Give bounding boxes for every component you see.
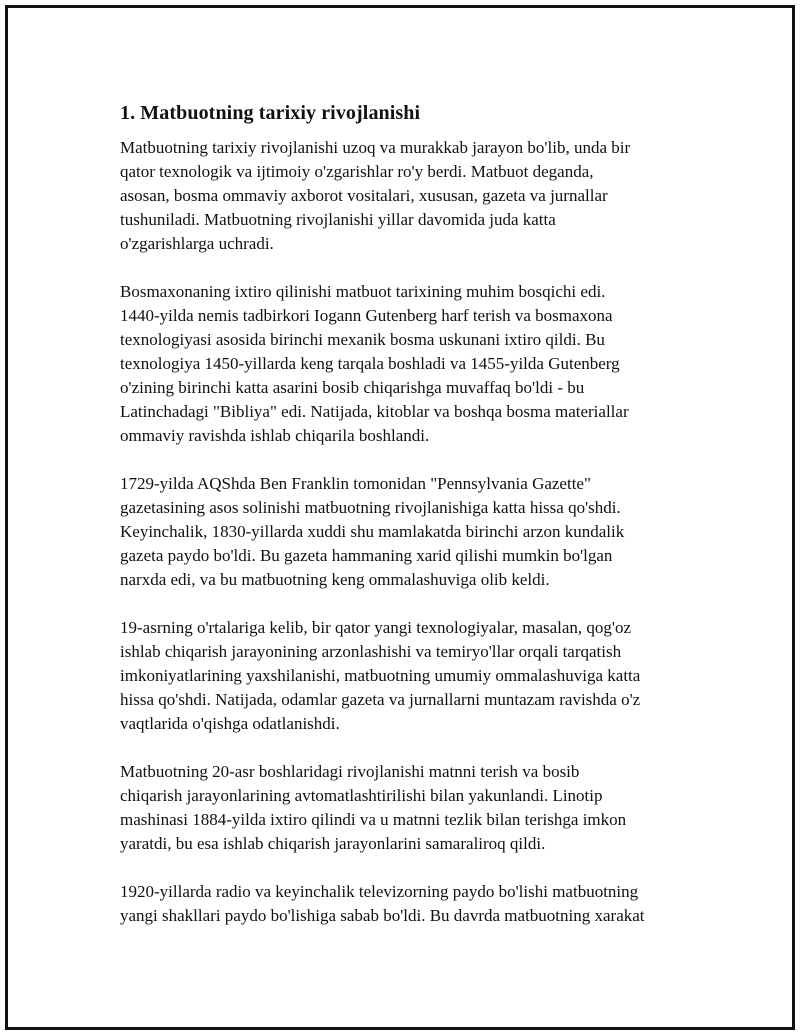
text-line: narxda edi, va bu matbuotning keng ommalashuviga olib keldi. bbox=[120, 570, 550, 589]
text-line: 1440-yilda nemis tadbirkori Iogann Gutenberg harf terish va bosmaxona bbox=[120, 306, 613, 325]
text-line: imkoniyatlarining yaxshilanishi, matbuotning umumiy ommalashuviga katta bbox=[120, 666, 641, 685]
text-line: asosan, bosma ommaviy axborot vositalari, xususan, gazeta va jurnallar bbox=[120, 186, 608, 205]
text-line: o'zgarishlarga uchradi. bbox=[120, 234, 274, 253]
document-body bbox=[120, 100, 700, 952]
text-line: 1920-yillarda radio va keyinchalik televizorning paydo bo'lishi matbuotning bbox=[120, 882, 639, 901]
page-frame bbox=[5, 5, 795, 1030]
text-line: Latinchadagi "Bibliya" edi. Natijada, kitoblar va boshqa bosma materiallar bbox=[120, 402, 629, 421]
text-line: texnologiyasi asosida birinchi mexanik bosma uskunani ixtiro qildi. Bu bbox=[120, 330, 605, 349]
text-line: ishlab chiqarish jarayonining arzonlashishi va temiryo'llar orqali tarqatish bbox=[120, 642, 622, 661]
text-line: ommaviy ravishda ishlab chiqarila boshlandi. bbox=[120, 426, 430, 445]
text-line: 19-asrning o'rtalariga kelib, bir qator yangi texnologiyalar, masalan, qog'oz bbox=[120, 618, 632, 637]
paragraph-6 bbox=[120, 880, 700, 928]
text-line: tushuniladi. Matbuotning rivojlanishi yillar davomida juda katta bbox=[120, 210, 556, 229]
text-line: o'zining birinchi katta asarini bosib chiqarishga muvaffaq bo'ldi - bu bbox=[120, 378, 585, 397]
text-line: chiqarish jarayonlarining avtomatlashtirilishi bilan yakunlandi. Linotip bbox=[120, 786, 603, 805]
text-line: gazetasining asos solinishi matbuotning rivojlanishiga katta hissa qo'shdi. bbox=[120, 498, 621, 517]
paragraph-1 bbox=[120, 136, 700, 256]
text-line: qator texnologik va ijtimoiy o'zgarishlar ro'y berdi. Matbuot deganda, bbox=[120, 162, 594, 181]
paragraph-5 bbox=[120, 760, 700, 856]
text-line: Matbuotning 20-asr boshlaridagi rivojlanishi matnni terish va bosib bbox=[120, 762, 580, 781]
paragraph-3 bbox=[120, 472, 700, 592]
text-line: yangi shakllari paydo bo'lishiga sabab bo'ldi. Bu davrda matbuotning xarakat bbox=[120, 906, 645, 925]
paragraph-2 bbox=[120, 280, 700, 448]
text-line: Matbuotning tarixiy rivojlanishi uzoq va murakkab jarayon bo'lib, unda bir bbox=[120, 138, 631, 157]
paragraph-4 bbox=[120, 616, 700, 736]
text-line: hissa qo'shdi. Natijada, odamlar gazeta va jurnallarni muntazam ravishda o'z bbox=[120, 690, 641, 709]
text-line: yaratdi, bu esa ishlab chiqarish jarayonlarini samaraliroq qildi. bbox=[120, 834, 546, 853]
text-line: texnologiya 1450-yillarda keng tarqala boshladi va 1455-yilda Gutenberg bbox=[120, 354, 620, 373]
section-heading: 1. Matbuotning tarixiy rivojlanishi bbox=[120, 102, 421, 124]
text-line: Bosmaxonaning ixtiro qilinishi matbuot tarixining muhim bosqichi edi. bbox=[120, 282, 606, 301]
text-line: 1729-yilda AQShda Ben Franklin tomonidan "Pennsylvania Gazette" bbox=[120, 474, 591, 493]
text-line: vaqtlarida o'qishga odatlanishdi. bbox=[120, 714, 340, 733]
text-line: Keyinchalik, 1830-yillarda xuddi shu mamlakatda birinchi arzon kundalik bbox=[120, 522, 625, 541]
text-line: gazeta paydo bo'ldi. Bu gazeta hammaning xarid qilishi mumkin bo'lgan bbox=[120, 546, 613, 565]
text-line: mashinasi 1884-yilda ixtiro qilindi va u matnni tezlik bilan terishga imkon bbox=[120, 810, 627, 829]
